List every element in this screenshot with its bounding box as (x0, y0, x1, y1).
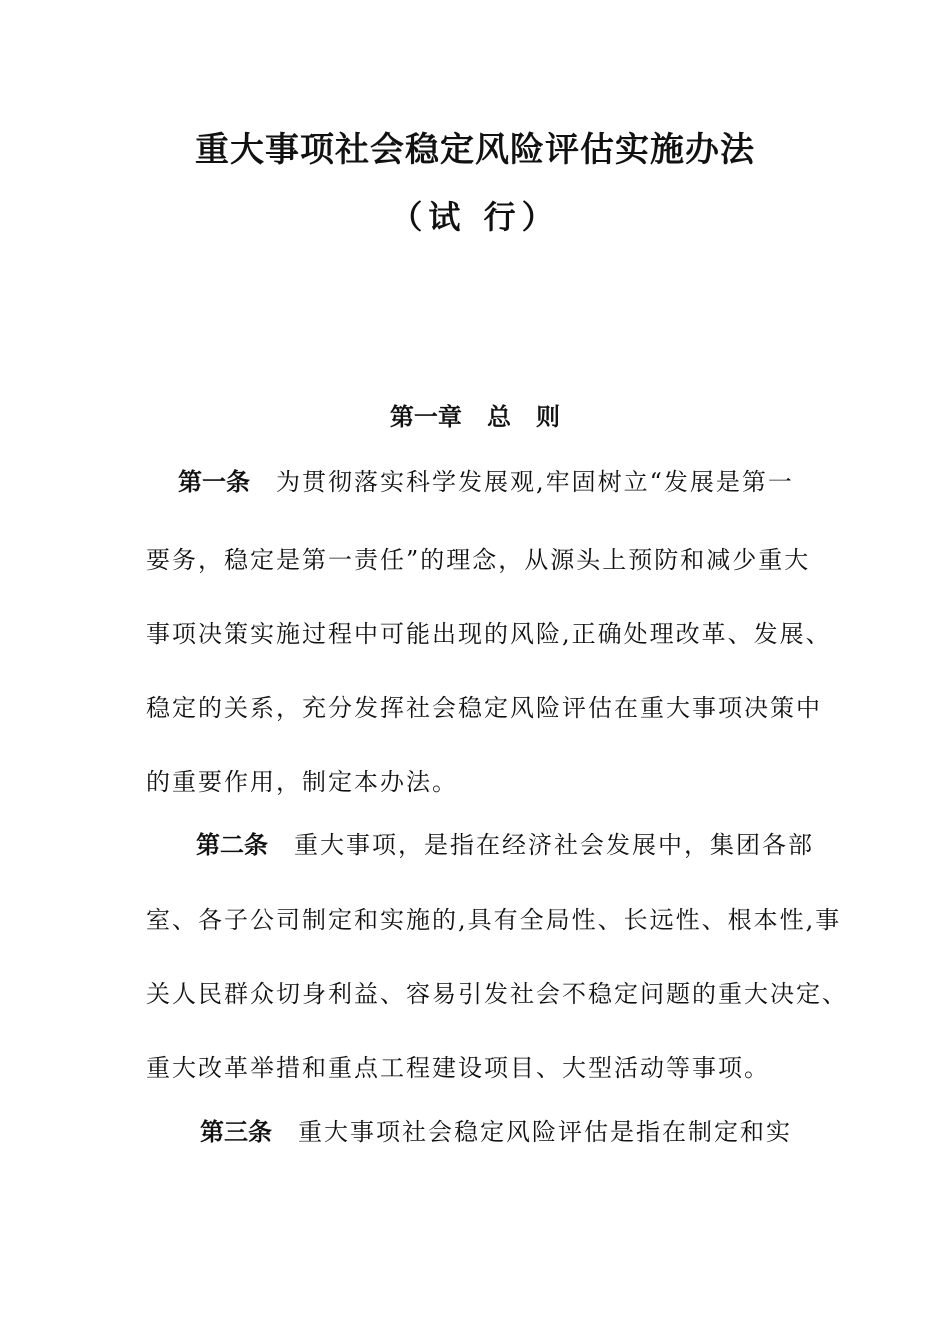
article-1-text-line: 的重要作用，制定本办法。 (146, 768, 458, 796)
article-2-text-line: 重大改革举措和重点工程建设项目、大型活动等事项。 (146, 1054, 770, 1082)
document-subtitle: （试 行） (390, 198, 560, 236)
article-1-text-line: 要务，稳定是第一责任”的理念，从源头上预防和减少重大 (146, 546, 811, 574)
article-3-text-line: 重大事项社会稳定风险评估是指在制定和实 (298, 1118, 792, 1146)
article-2-first-line (196, 825, 814, 860)
document-title: 重大事项社会稳定风险评估实施办法 (195, 130, 755, 170)
article-1-text-line: 稳定的关系，充分发挥社会稳定风险评估在重大事项决策中 (146, 694, 822, 722)
article-1-text-line: 为贯彻落实科学发展观,牢固树立“发展是第一 (276, 468, 794, 496)
article-1-label: 第一条 (178, 468, 250, 496)
article-3-first-line (200, 1112, 792, 1147)
article-1-first-line (178, 462, 794, 497)
article-2-text-line: 关人民群众切身利益、容易引发社会不稳定问题的重大决定、 (146, 980, 848, 1008)
article-1-text-line: 事项决策实施过程中可能出现的风险,正确处理改革、发展、 (146, 620, 832, 648)
article-2-label: 第二条 (196, 831, 268, 859)
article-2-text-line: 重大事项，是指在经济社会发展中，集团各部 (294, 831, 814, 859)
article-2-text-line: 室、各子公司制定和实施的,具有全局性、长远性、根本性,事 (146, 906, 842, 934)
article-3-label: 第三条 (200, 1118, 272, 1146)
chapter-heading: 第一章 总 则 (389, 403, 561, 431)
